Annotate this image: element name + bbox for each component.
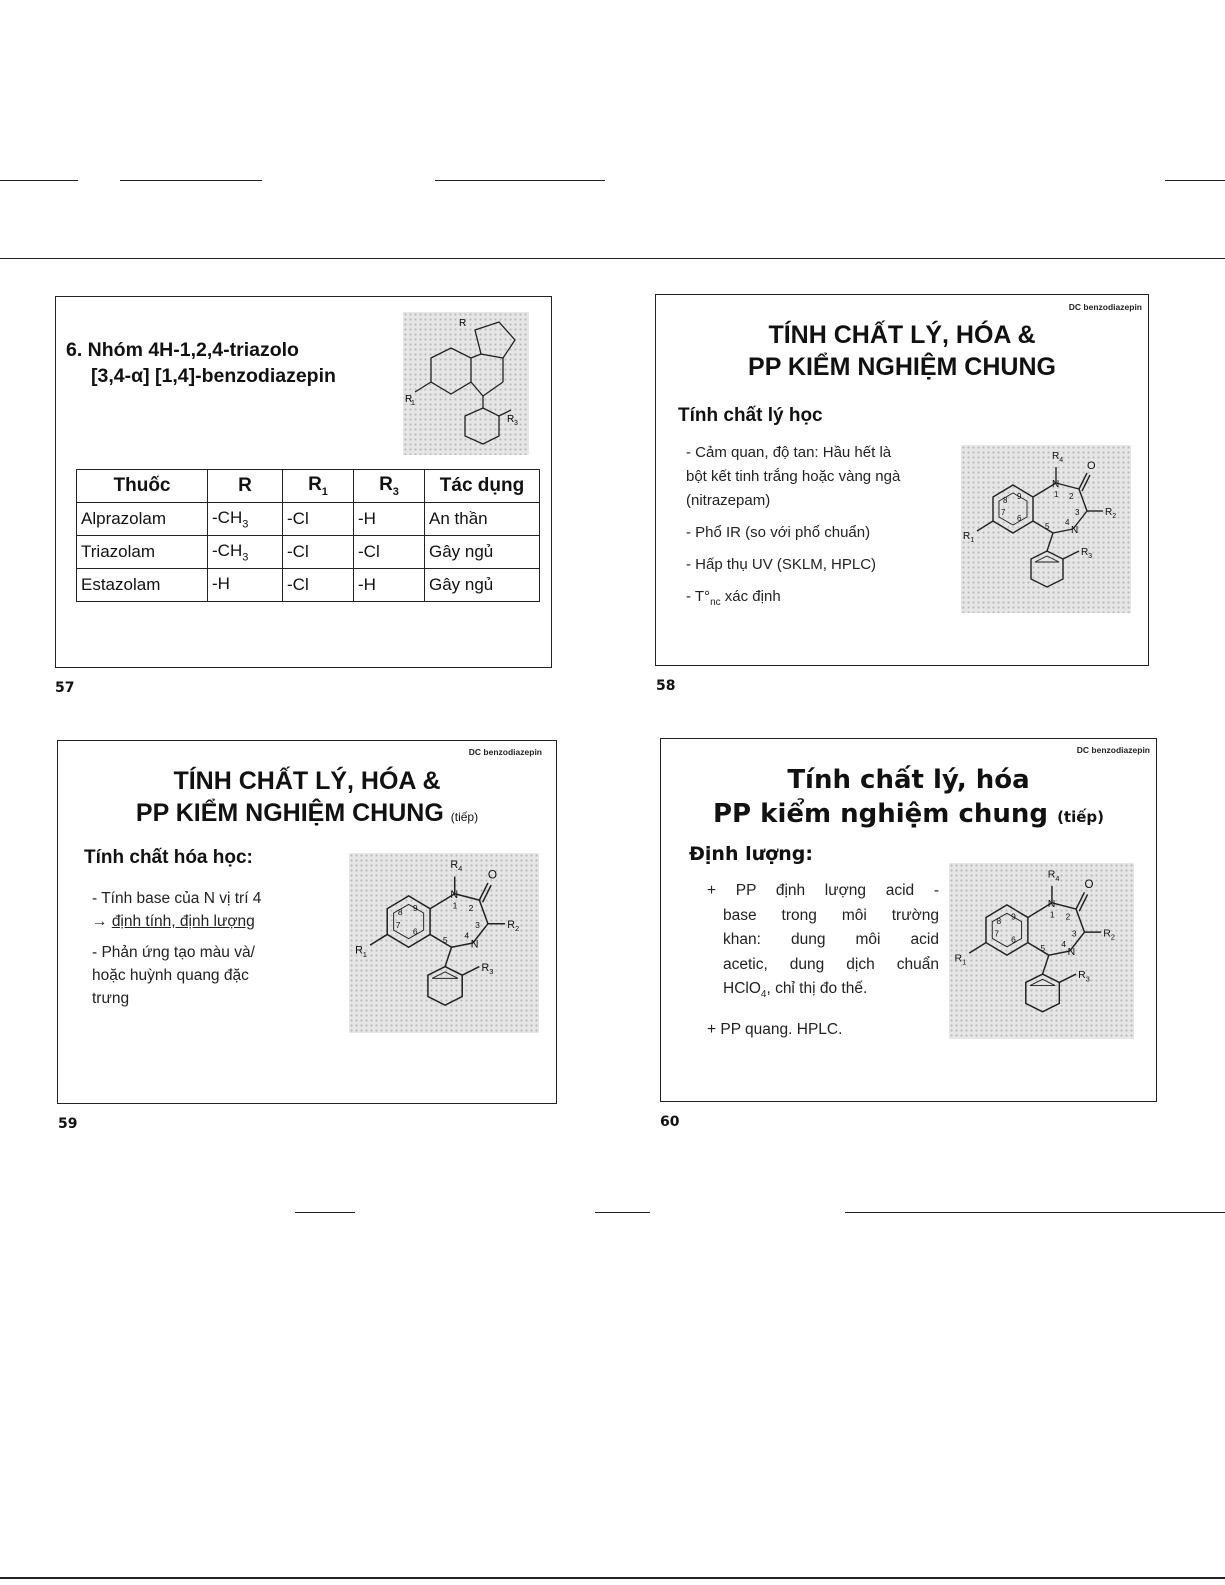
svg-text:9: 9	[1017, 492, 1022, 501]
svg-text:8: 8	[397, 907, 403, 918]
slide-58	[655, 294, 1149, 666]
col-header-drug: Thuốc	[77, 470, 208, 503]
slide-title: TÍNH CHẤT LÝ, HÓA & PP KIỂM NGHIỆM CHUNG	[748, 321, 1056, 381]
svg-text:1: 1	[1049, 909, 1055, 920]
r-label: R	[459, 318, 467, 329]
r3-label: R	[507, 414, 515, 425]
section-heading: Tính chất hóa học:	[84, 847, 253, 868]
table-row	[77, 503, 540, 536]
benzodiazepine-structure-diagram	[349, 853, 539, 1033]
r3-label: $R_3$	[1081, 547, 1093, 560]
cell-r3: -Cl	[354, 536, 425, 569]
r1-sub: 1	[970, 537, 975, 544]
svg-text:8: 8	[1003, 496, 1008, 505]
n4-label: N	[1067, 947, 1076, 959]
svg-text:5: 5	[1040, 943, 1046, 953]
cell-r3: -H	[354, 503, 425, 536]
scan-rule	[845, 1212, 1225, 1213]
o-label: O	[1087, 460, 1096, 472]
slide-tag: DC benzodiazepin	[468, 747, 542, 757]
svg-text:7: 7	[1001, 508, 1006, 517]
r2-sub: 2	[1110, 932, 1115, 942]
svg-text:1: 1	[452, 900, 458, 911]
cell-r1: -Cl	[283, 503, 354, 536]
drug-table	[76, 469, 540, 602]
r4-sub: 4	[1059, 457, 1064, 464]
slide-57	[55, 296, 552, 668]
scan-rule	[595, 1212, 650, 1213]
r1-label: R	[405, 394, 413, 405]
svg-text:9: 9	[1011, 911, 1016, 922]
triazolo-structure-diagram	[403, 312, 529, 455]
section-heading: Định lượng:	[689, 843, 813, 865]
r2-sub: 2	[514, 924, 520, 934]
r2-sub: 2	[1112, 513, 1117, 520]
page-number: 58	[656, 678, 676, 694]
scan-rule	[295, 1212, 355, 1213]
svg-text:3: 3	[1075, 508, 1080, 517]
section-heading: Tính chất lý học	[678, 405, 823, 426]
svg-text:6: 6	[412, 926, 418, 937]
r2-label: $R_2$	[1105, 507, 1117, 520]
slide-title: Tính chất lý, hóa PP kiểm nghiệm chung (tiếp)	[712, 765, 1105, 829]
col-header-r: R	[208, 470, 283, 503]
svg-text:7: 7	[994, 928, 1000, 939]
svg-text:4: 4	[1061, 938, 1067, 949]
slide-tag: DC benzodiazepin	[1068, 302, 1142, 312]
r1-sub: 1	[411, 400, 415, 407]
r1-label: $R_1$	[954, 953, 967, 967]
col-header-r3: $R_3$	[354, 470, 425, 503]
svg-text:6: 6	[1011, 934, 1016, 945]
svg-text:9: 9	[412, 902, 418, 913]
bullet-list: + PP định lượng acid - base trong môi trường khan: dung môi acid acetic, dung dịch chuẩn HClO$_4$, chỉ thị đo thế. + PP quang. HPLC.	[707, 882, 939, 1038]
r1-label: $R_1$	[963, 531, 975, 544]
cell-r3: -H	[354, 569, 425, 602]
svg-text:2: 2	[1069, 492, 1074, 501]
svg-text:8: 8	[996, 915, 1002, 926]
col-header-r1: $R_1$	[283, 470, 354, 503]
cell-r1: -Cl	[283, 536, 354, 569]
page-number: 60	[660, 1114, 680, 1130]
r3-sub: 3	[489, 967, 494, 977]
table-header-row	[77, 470, 540, 503]
n1-label: N	[450, 889, 459, 901]
svg-text:2: 2	[1065, 911, 1071, 922]
triazolo-structure-image	[403, 312, 529, 455]
n4-label: N	[470, 938, 479, 951]
r3-label: $R_3$	[1078, 970, 1090, 984]
cell-drug: Estazolam	[77, 569, 208, 602]
r1-label: $R_1$	[355, 944, 367, 959]
svg-text:5: 5	[1045, 522, 1050, 531]
page-number: 59	[58, 1116, 78, 1132]
benzodiazepine-structure-diagram	[961, 445, 1131, 613]
r3-sub: 3	[514, 420, 518, 427]
cell-r: $-CH_3$	[208, 503, 283, 536]
slide-59	[57, 740, 557, 1104]
slide-title: TÍNH CHẤT LÝ, HÓA & PP KIỂM NGHIỆM CHUNG (tiếp)	[135, 767, 479, 827]
cell-effect: An thần	[425, 503, 540, 536]
r4-label: $R_4$	[1052, 451, 1064, 464]
r2-label: $R_2$	[1103, 928, 1115, 942]
scan-rule	[0, 258, 1225, 259]
r1-sub: 1	[362, 949, 367, 959]
r1-sub: 1	[962, 957, 967, 967]
bullet-list: - Cảm quan, độ tan: Hầu hết là bột kết tinh trắng hoặc vàng ngà (nitrazepam) - Phổ IR (so với phổ chuẩn) - Hấp thụ UV (SKLM, HPLC) - $T^\circ_{nc}$ xác định	[686, 444, 901, 608]
table-row	[77, 569, 540, 602]
bullet-list: - Tính base của N vị trí 4 → định tính, định lượng - Phản ứng tạo màu và/ hoặc huỳnh quang đặc trưng	[92, 890, 262, 1007]
scan-rule	[0, 180, 78, 181]
cell-effect: Gây ngủ	[425, 569, 540, 602]
scan-rule	[0, 1577, 1225, 1579]
cell-r: $-CH_3$	[208, 536, 283, 569]
table-row	[77, 536, 540, 569]
slide-60	[660, 738, 1157, 1102]
r4-sub: 4	[1055, 873, 1060, 883]
benzodiazepine-structure-image	[349, 853, 539, 1033]
n1-label: N	[1052, 479, 1060, 490]
n4-label: N	[1071, 525, 1079, 536]
cell-drug: Alprazolam	[77, 503, 208, 536]
svg-text:4: 4	[464, 930, 470, 941]
o-label: O	[487, 868, 498, 882]
svg-text:3: 3	[1071, 928, 1077, 939]
n1-label: N	[1047, 899, 1056, 910]
svg-text:3: 3	[475, 920, 480, 930]
benzodiazepine-structure-image	[961, 445, 1131, 613]
col-header-effect: Tác dụng	[425, 470, 540, 503]
scan-rule	[435, 180, 605, 181]
o-label: O	[1084, 879, 1094, 892]
cell-r: -H	[208, 569, 283, 602]
page-number: 57	[55, 680, 75, 696]
cell-effect: Gây ngủ	[425, 536, 540, 569]
svg-text:7: 7	[395, 920, 401, 930]
slide-tag: DC benzodiazepin	[1076, 745, 1150, 755]
benzodiazepine-structure-image	[949, 863, 1134, 1039]
r3-sub: 3	[1085, 974, 1090, 984]
r3-sub: 3	[1088, 553, 1093, 560]
slide-title: 6. Nhóm 4H-1,2,4-triazolo [3,4-α] [1,4]-benzodiazepin	[66, 339, 336, 387]
scan-rule	[1165, 180, 1225, 181]
svg-text:6: 6	[1017, 514, 1022, 523]
cell-r1: -Cl	[283, 569, 354, 602]
svg-text:1: 1	[1054, 490, 1059, 499]
r2-label: $R_2$	[507, 919, 520, 934]
benzodiazepine-structure-diagram	[949, 863, 1134, 1039]
r3-label: $R_3$	[481, 961, 494, 977]
scan-rule	[120, 180, 262, 181]
cell-drug: Triazolam	[77, 536, 208, 569]
r4-label: $R_4$	[1047, 869, 1060, 883]
r4-label: $R_4$	[450, 859, 463, 874]
r4-sub: 4	[458, 864, 463, 874]
svg-text:5: 5	[442, 935, 448, 945]
svg-text:4: 4	[1065, 518, 1070, 527]
svg-text:2: 2	[468, 902, 474, 913]
